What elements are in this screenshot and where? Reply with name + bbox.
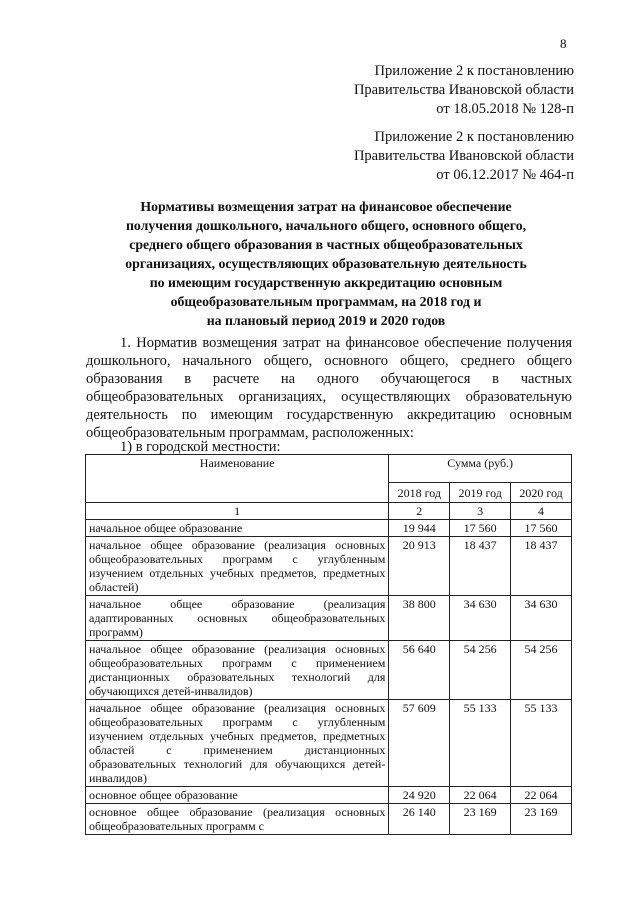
- value-2019: 17 560: [450, 520, 511, 537]
- row-name: начальное общее образование (реализация основных общеобразовательных программ с углубленным изучением отдельных учебных предметов, предметных областей): [86, 537, 389, 596]
- table-row: [86, 596, 572, 641]
- header-name: Наименование: [86, 455, 389, 503]
- title-line: организациях, осуществляющих образовательную деятельность: [125, 256, 527, 271]
- row-name: основное общее образование: [86, 787, 389, 804]
- appendix-line: Приложение 2 к постановлению: [374, 129, 574, 145]
- document-title: [86, 197, 566, 330]
- table-row: [86, 700, 572, 787]
- header-sum: Сумма (руб.): [389, 455, 572, 483]
- title-line: по имеющим государственную аккредитацию основным: [149, 275, 503, 290]
- value-2018: 56 640: [389, 641, 450, 700]
- table-row: [86, 787, 572, 804]
- value-2020: 17 560: [511, 520, 572, 537]
- appendix-line: Правительства Ивановской области: [353, 148, 574, 164]
- value-2018: 38 800: [389, 596, 450, 641]
- value-2020: 18 437: [511, 537, 572, 596]
- value-2020: 34 630: [511, 596, 572, 641]
- norms-table: [85, 454, 572, 835]
- table-row: [86, 641, 572, 700]
- row-name: основное общее образование (реализация основных общеобразовательных программ с: [86, 804, 389, 835]
- table-row: [86, 520, 572, 537]
- appendix-note-original: [354, 128, 574, 185]
- value-2018: 57 609: [389, 700, 450, 787]
- appendix-line: Правительства Ивановской области: [353, 82, 574, 98]
- value-2019: 55 133: [450, 700, 511, 787]
- title-line: общеобразовательным программам, на 2018 год и: [170, 294, 482, 309]
- header-year-2018: 2018 год: [389, 483, 450, 503]
- column-index: 2: [389, 503, 450, 520]
- value-2020: 22 064: [511, 787, 572, 804]
- table-row: [86, 804, 572, 835]
- title-line: на плановый период 2019 и 2020 годов: [206, 313, 446, 328]
- header-year-2020: 2020 год: [511, 483, 572, 503]
- subheading-urban: 1) в городской местности:: [120, 439, 281, 455]
- value-2020: 54 256: [511, 641, 572, 700]
- column-index: 4: [511, 503, 572, 520]
- value-2019: 22 064: [450, 787, 511, 804]
- page-number: 8: [560, 36, 567, 51]
- value-2018: 26 140: [389, 804, 450, 835]
- value-2018: 24 920: [389, 787, 450, 804]
- row-name: начальное общее образование: [86, 520, 389, 537]
- appendix-note-current: [354, 62, 574, 119]
- appendix-line: Приложение 2 к постановлению: [374, 63, 574, 79]
- value-2018: 20 913: [389, 537, 450, 596]
- header-year-2019: 2019 год: [450, 483, 511, 503]
- value-2020: 23 169: [511, 804, 572, 835]
- title-line: получения дошкольного, начального общего, основного общего,: [125, 218, 527, 233]
- paragraph-1: [86, 334, 572, 442]
- appendix-line: от 06.12.2017 № 464-п: [436, 167, 574, 183]
- column-index: 3: [450, 503, 511, 520]
- column-index: 1: [86, 503, 389, 520]
- paragraph-text: 1. Норматив возмещения затрат на финансовое обеспечение получения дошкольного, начального общего, основного общего, среднего общего образования в расчете на одного обучающегося в частных общеобразовательных организациях, осуществляющих образовательную деятельность по имеющим государственную аккредитацию основным общеобразовательным программам, расположенных:: [86, 335, 572, 441]
- title-line: Нормативы возмещения затрат на финансовое обеспечение: [140, 199, 512, 214]
- value-2019: 34 630: [450, 596, 511, 641]
- value-2018: 19 944: [389, 520, 450, 537]
- appendix-line: от 18.05.2018 № 128-п: [436, 101, 574, 117]
- title-line: среднего общего образования в частных общеобразовательных: [129, 237, 523, 252]
- table-row: [86, 537, 572, 596]
- value-2019: 23 169: [450, 804, 511, 835]
- value-2020: 55 133: [511, 700, 572, 787]
- value-2019: 54 256: [450, 641, 511, 700]
- row-name: начальное общее образование (реализация адаптированных основных общеобразовательных программ): [86, 596, 389, 641]
- row-name: начальное общее образование (реализация основных общеобразовательных программ с углубленным изучением отдельных учебных предметов, предметных областей с применением дистанционных образовательных технологий для обучающихся детей-инвалидов): [86, 700, 389, 787]
- row-name: начальное общее образование (реализация основных общеобразовательных программ с применением дистанционных образовательных технологий для обучающихся детей-инвалидов): [86, 641, 389, 700]
- value-2019: 18 437: [450, 537, 511, 596]
